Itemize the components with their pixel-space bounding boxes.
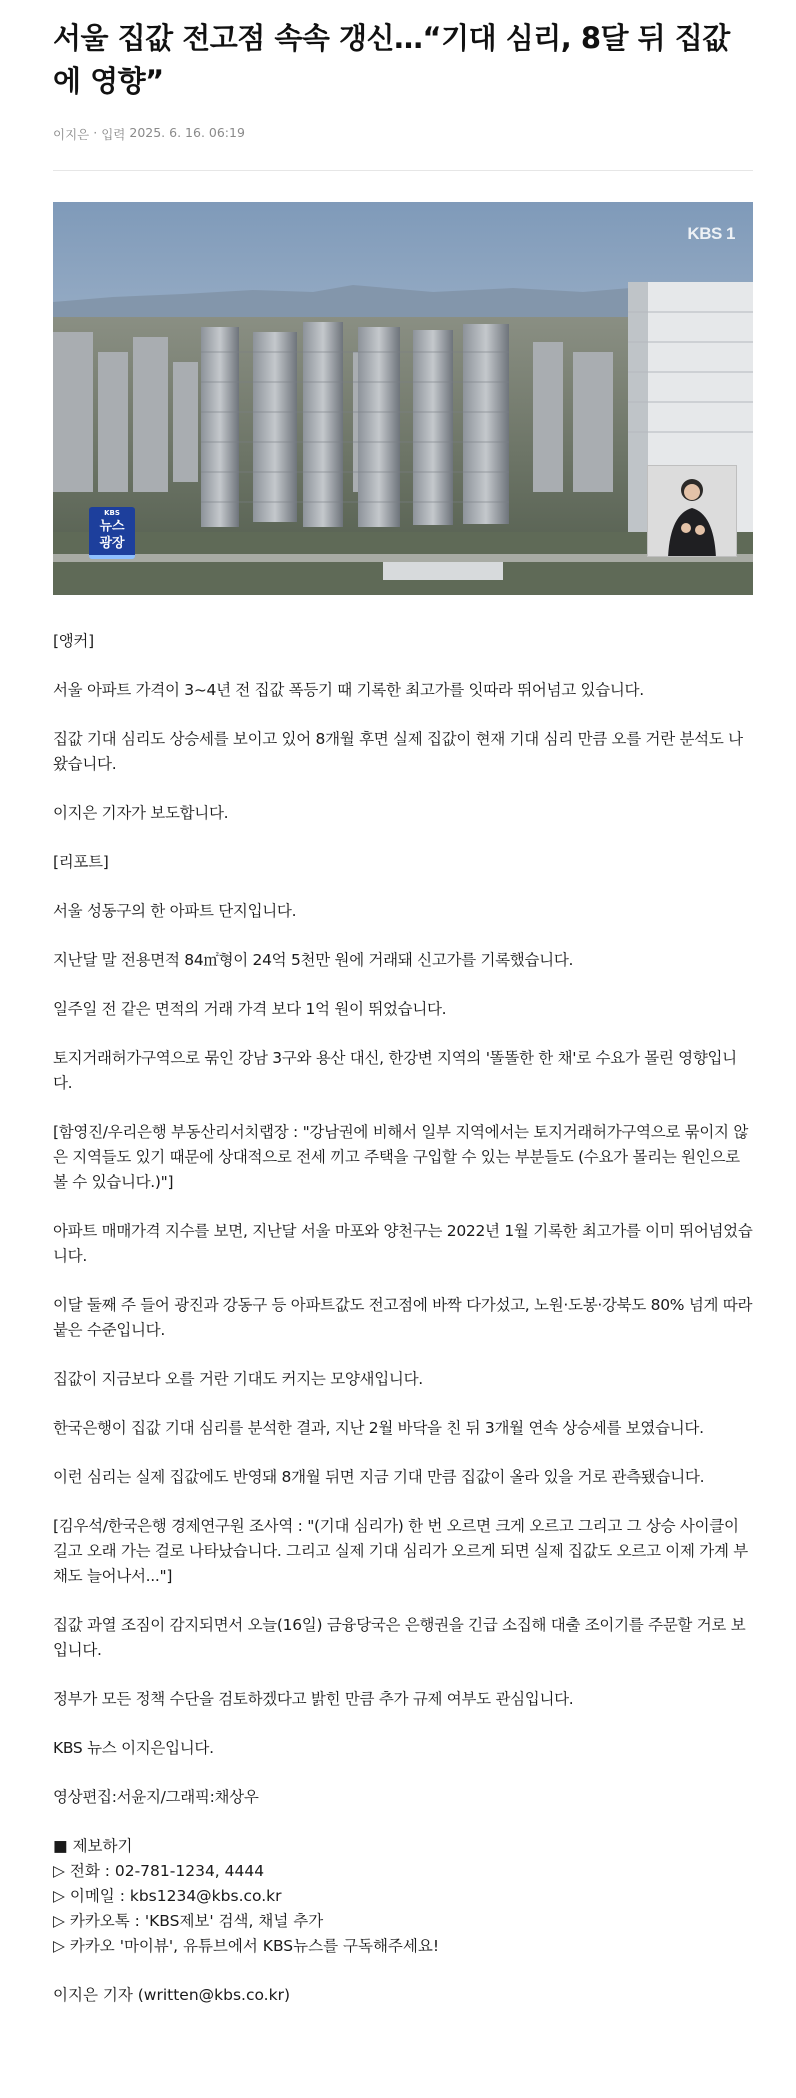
sign-language-interpreter bbox=[647, 465, 737, 557]
body-paragraph: 토지거래허가구역으로 묶인 강남 3구와 용산 대신, 한강변 지역의 '똘똘한 한 채'로 수요가 몰린 영향입니다. bbox=[53, 1049, 737, 1092]
body-paragraph: 집값 과열 조짐이 감지되면서 오늘(16일) 금융당국은 은행권을 긴급 소집해 대출 조이기를 주문할 거로 보입니다. bbox=[53, 1616, 746, 1659]
body-paragraph: [앵커] bbox=[53, 632, 94, 650]
tip-phone: ▷ 전화 : 02-781-1234, 4444 bbox=[53, 1862, 265, 1880]
byline bbox=[53, 125, 753, 143]
tip-kakaotalk: ▷ 카카오톡 : 'KBS제보' 검색, 채널 추가 bbox=[53, 1912, 324, 1930]
body-paragraph: 서울 성동구의 한 아파트 단지입니다. bbox=[53, 902, 297, 920]
body-paragraph: 이지은 기자가 보도합니다. bbox=[53, 804, 229, 822]
body-paragraph: 지난달 말 전용면적 84㎡형이 24억 5천만 원에 거래돼 신고가를 기록했습니다. bbox=[53, 951, 574, 969]
body-paragraph: 이런 심리는 실제 집값에도 반영돼 8개월 뒤면 지금 기대 만큼 집값이 올라 있을 거로 관측됐습니다. bbox=[53, 1468, 705, 1486]
body-paragraph: 영상편집:서윤지/그래픽:채상우 bbox=[53, 1788, 259, 1806]
byline-separator: · bbox=[93, 125, 98, 140]
tip-subscribe: ▷ 카카오 '마이뷰', 유튜브에서 KBS뉴스를 구독해주세요! bbox=[53, 1937, 440, 1955]
body-paragraph: KBS 뉴스 이지은입니다. bbox=[53, 1739, 214, 1757]
reporter-contact[interactable]: 이지은 기자 (written@kbs.co.kr) bbox=[53, 1986, 291, 2004]
news-square-badge bbox=[89, 507, 135, 559]
publish-date: 2025. 6. 16. 06:19 bbox=[129, 125, 245, 140]
body-paragraph: [리포트] bbox=[53, 853, 109, 871]
body-paragraph: [김우석/한국은행 경제연구원 조사역 : "(기대 심리가) 한 번 오르면 크게 오르고 그리고 그 상승 사이클이 길고 오래 가는 걸로 나타났습니다. 그리고 실제 기대 심리가 오르게 되면 실제 집값도 오르고 이제 가계 부채도 늘어나서..."] bbox=[53, 1517, 748, 1585]
article-headline: 서울 집값 전고점 속속 갱신…“기대 심리, 8달 뒤 집값에 영향” bbox=[53, 21, 730, 98]
author-name[interactable]: 이지은 bbox=[53, 127, 90, 142]
body-paragraph: 집값이 지금보다 오를 거란 기대도 커지는 모양새입니다. bbox=[53, 1370, 423, 1388]
article bbox=[53, 0, 753, 2008]
body-paragraph: 정부가 모든 정책 수단을 검토하겠다고 밝힌 만큼 추가 규제 여부도 관심입니다. bbox=[53, 1690, 574, 1708]
body-paragraph: 아파트 매매가격 지수를 보면, 지난달 서울 마포와 양천구는 2022년 1월 기록한 최고가를 이미 뛰어넘었습니다. bbox=[53, 1222, 753, 1265]
article-photo[interactable] bbox=[53, 202, 753, 595]
news-tip-section bbox=[53, 1834, 753, 1959]
badge-kbs-label: KBS bbox=[104, 509, 120, 517]
kbs-watermark: KBS 1 bbox=[687, 224, 735, 243]
date-label: 입력 bbox=[101, 127, 126, 142]
body-paragraph: 이달 둘째 주 들어 광진과 강동구 등 아파트값도 전고점에 바짝 다가섰고, 노원·도봉·강북도 80% 넘게 따라붙은 수준입니다. bbox=[53, 1296, 753, 1339]
body-paragraph: 한국은행이 집값 기대 심리를 분석한 결과, 지난 2월 바닥을 친 뒤 3개월 연속 상승세를 보였습니다. bbox=[53, 1419, 704, 1437]
badge-line1: 뉴스 bbox=[99, 519, 125, 534]
article-body bbox=[53, 629, 753, 1810]
body-paragraph: 서울 아파트 가격이 3~4년 전 집값 폭등기 때 기록한 최고가를 잇따라 뛰어넘고 있습니다. bbox=[53, 681, 644, 699]
tip-email[interactable]: ▷ 이메일 : kbs1234@kbs.co.kr bbox=[53, 1887, 282, 1905]
interpreter-icon bbox=[648, 466, 737, 557]
badge-line2: 광장 bbox=[99, 536, 125, 551]
body-paragraph: 집값 기대 심리도 상승세를 보이고 있어 8개월 후면 실제 집값이 현재 기대 심리 만큼 오를 거란 분석도 나왔습니다. bbox=[53, 730, 743, 773]
tip-title: ■ 제보하기 bbox=[53, 1837, 133, 1855]
header-divider bbox=[53, 170, 753, 171]
body-paragraph: [함영진/우리은행 부동산리서치랩장 : "강남권에 비해서 일부 지역에서는 토지거래허가구역으로 묶이지 않은 지역들도 있기 때문에 상대적으로 전세 끼고 주택을 구입할 수 있는 부분들도 (수요가 몰리는 원인으로 볼 수 있습니다.)"] bbox=[53, 1123, 749, 1191]
body-paragraph: 일주일 전 같은 면적의 거래 가격 보다 1억 원이 뛰었습니다. bbox=[53, 1000, 447, 1018]
